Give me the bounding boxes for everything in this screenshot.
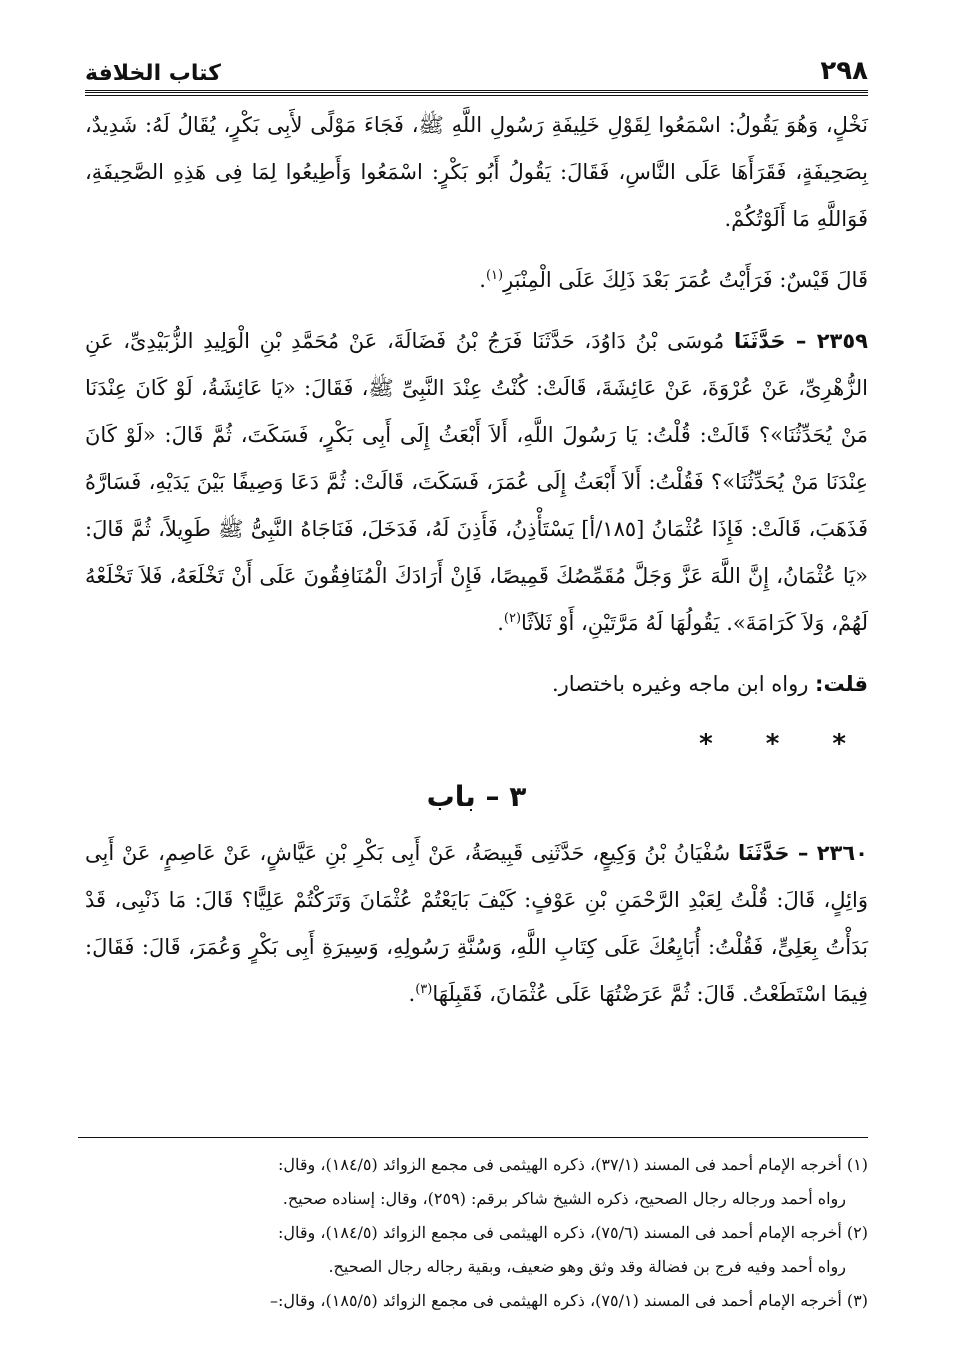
editor-note <box>85 661 868 708</box>
hadith-2360 <box>85 830 868 1018</box>
hadith-2360-end: . <box>408 982 416 1006</box>
footnote-1-continuation: رواه أحمد ورجاله رجال الصحيح، ذكره الشيخ شاكر برقم: (٢٥٩)، وقال: إسناده صحيح. <box>282 1189 846 1208</box>
section-separator: * * * <box>699 729 868 759</box>
paragraph-continuation: نَخْلٍ، وَهُوَ يَقُولُ: اسْمَعُوا لِقَوْلِ خَلِيفَةِ رَسُولِ اللَّهِ ﷺ، فَجَاءَ مَوْلًى لأَبِى بَكْرٍ، يُقَالُ لَهُ: شَدِيدٌ، بِصَحِيفَةٍ، فَقَرَأَهَا عَلَى النَّاسِ، فَقَالَ: يَقُولُ أَبُو بَكْرٍ: اسْمَعُوا وَأَطِيعُوا لِمَا فِى هَذِهِ الصَّحِيفَةِ، فَوَاللَّهِ مَا أَلَوْتُكُمْ. <box>85 113 868 231</box>
header-rule <box>85 90 868 96</box>
hadith-2360-text: سُفْيَانُ بْنُ وَكِيعٍ، حَدَّثَنِى قَبِيصَةُ، عَنْ أَبِى بَكْرِ بْنِ عَيَّاشٍ، عَنْ عَاصِمٍ، عَنْ أَبِى وَائِلٍ، قَالَ: قُلْتُ لِعَبْدِ الرَّحْمَنِ بْنِ عَوْفٍ: كَيْفَ بَايَعْتُمْ عُثْمَانَ وَتَرَكْتُمْ عَلِيًّا؟ قَالَ: مَا ذَنْبِى، قَدْ بَدَأْتُ بِعَلِىٍّ، فَقُلْتُ: أُبَايِعُكَ عَلَى كِتَابِ اللَّهِ، وَسُنَّةِ رَسُولِهِ، وَسِيرَةِ أَبِى بَكْرٍ وَعُمَرَ، قَالَ: فَقَالَ: فِيمَا اسْتَطَعْتُ. قَالَ: ثُمَّ عَرَضْتُهَا عَلَى عُثْمَانَ، فَقَبِلَهَا <box>85 841 868 1006</box>
footnote-ref-3: (٣) <box>415 982 433 997</box>
footnote-1: (١) أخرجه الإمام أحمد فى المسند (٣٧/١)، ذكره الهيثمى فى مجمع الزوائد (١٨٤/٥)، وقال: <box>277 1155 868 1174</box>
footnote-2: (٢) أخرجه الإمام أحمد فى المسند (٧٥/٦)، ذكره الهيثمى فى مجمع الزوائد (١٨٤/٥)، وقال: <box>277 1223 868 1242</box>
footnote-ref-2: (٢) <box>503 611 522 626</box>
editor-note-text: رواه ابن ماجه وغيره باختصار. <box>551 672 809 696</box>
editor-note-label: قلت: <box>815 672 868 696</box>
hadith-2359-end: . <box>497 611 504 635</box>
paragraph-qays-text: قَالَ قَيْسٌ: فَرَأَيْتُ عُمَرَ بَعْدَ ذَلِكَ عَلَى الْمِنْبَرِ <box>503 268 868 292</box>
hadith-number-2360: ٢٣٦٠ – حَدَّثَنَا <box>737 841 868 865</box>
chapter-heading: ٣ – باب <box>426 780 527 813</box>
book-title: كتاب الخلافة <box>85 61 221 86</box>
footnote-2-continuation: رواه أحمد وفيه فرج بن فضالة وقد وثق وهو ضعيف، وبقية رجاله رجال الصحيح. <box>328 1257 846 1276</box>
footnote-3: (٣) أخرجه الإمام أحمد فى المسند (٧٥/١)، ذكره الهيثمى فى مجمع الزوائد (١٨٥/٥)، وقال:– <box>269 1291 868 1310</box>
footnote-ref-1: (١) <box>485 268 504 283</box>
footnotes <box>85 1148 868 1318</box>
hadith-2359 <box>85 318 868 647</box>
body-text <box>85 102 868 1018</box>
footnote-rule <box>78 1137 868 1138</box>
hadith-2359-text: مُوسَى بْنُ دَاوُدَ، حَدَّثَنَا فَرَجُ بْنُ فَضَالَةَ، عَنْ مُحَمَّدِ بْنِ الْوَلِيدِ الزُّبَيْدِىِّ، عَنِ الزُّهْرِىِّ، عَنْ عُرْوَةَ، عَنْ عَائِشَةَ، قَالَتْ: كُنْتُ عِنْدَ النَّبِىِّ ﷺ، فَقَالَ: «يَا عَائِشَةُ، لَوْ كَانَ عِنْدَنَا مَنْ يُحَدِّثُنَا»؟ قَالَتْ: قُلْتُ: يَا رَسُولَ اللَّهِ، أَلاَ أَبْعَثُ إِلَى أَبِى بَكْرٍ، فَسَكَتَ، ثُمَّ قَالَ: «لَوْ كَانَ عِنْدَنَا مَنْ يُحَدِّثُنَا»؟ فَقُلْتُ: أَلاَ أَبْعَثُ إِلَى عُمَرَ، فَسَكَتَ، قَالَتْ: ثُمَّ دَعَا وَصِيفًا بَيْنَ يَدَيْهِ، فَسَارَّهُ فَذَهَبَ، قَالَتْ: فَإِذَا عُثْمَانُ [١٨٥/أ] يَسْتَأْذِنُ، فَأَذِنَ لَهُ، فَدَخَلَ، فَنَاجَاهُ النَّبِىُّ ﷺ طَوِيلاً، ثُمَّ قَالَ: «يَا عُثْمَانُ، إِنَّ اللَّهَ عَزَّ وَجَلَّ مُقَمِّصُكَ قَمِيصًا، فَإِنْ أَرَادَكَ الْمُنَافِقُونَ عَلَى أَنْ تَخْلَعَهُ، فَلاَ تَخْلَعْهُ لَهُمْ، وَلاَ كَرَامَةَ». يَقُولُهَا لَهُ مَرَّتَيْنِ، أَوْ ثَلاَثًا <box>85 329 868 635</box>
paragraph-qays-end: . <box>479 268 486 292</box>
page-number: ٢٩٨ <box>820 56 868 86</box>
running-header <box>85 52 868 86</box>
hadith-number-2359: ٢٣٥٩ – حَدَّثَنَا <box>733 329 868 353</box>
paragraph-qays <box>85 257 868 304</box>
